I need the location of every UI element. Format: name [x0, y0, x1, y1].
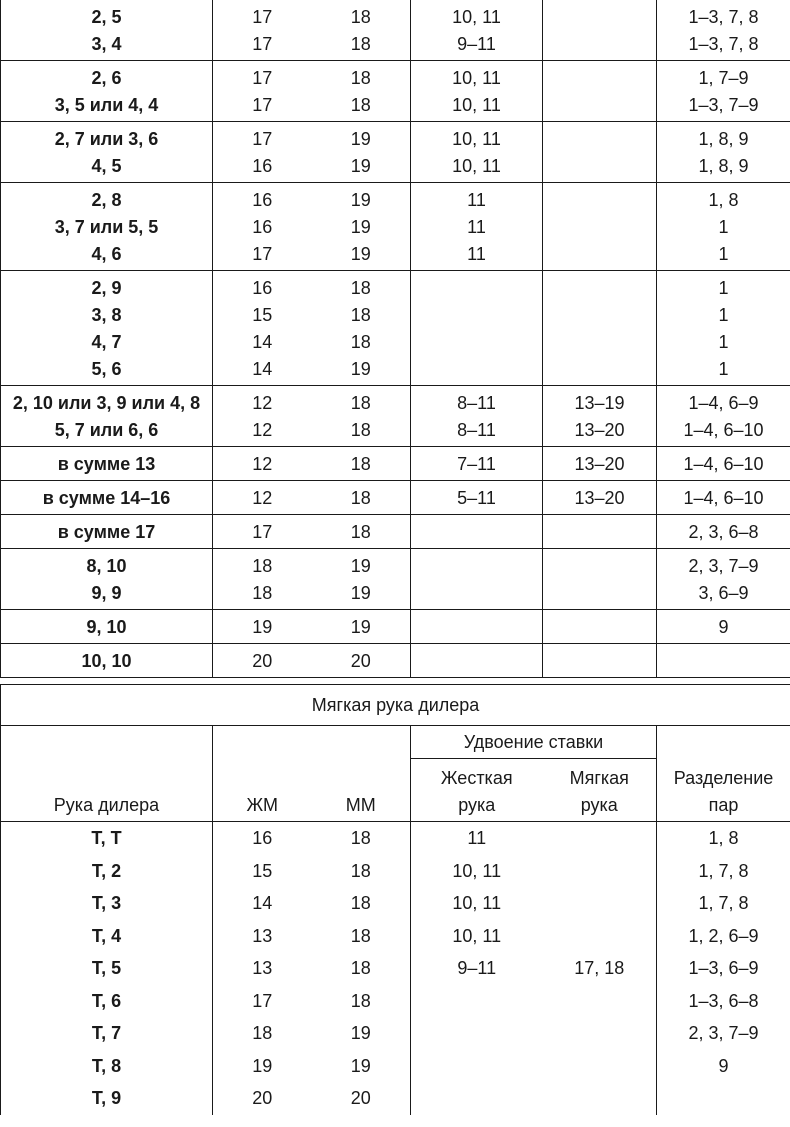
double-soft — [543, 822, 657, 855]
split-pairs: 1, 2, 6–9 — [657, 920, 790, 953]
player-hand: 2, 8 — [91, 190, 122, 210]
split-pairs: 1, 7–9 — [698, 68, 749, 88]
soft-total: 18 — [350, 278, 371, 298]
hard-total: 16 — [213, 822, 312, 855]
col-split-line1: Разделение — [673, 768, 774, 788]
soft-total: 18 — [350, 332, 371, 352]
split-pairs: 1 — [718, 332, 729, 352]
double-soft — [543, 985, 657, 1018]
player-hand: Т, 6 — [1, 985, 213, 1018]
table-row — [1, 822, 790, 855]
soft-total: 19 — [312, 1050, 411, 1083]
split-pairs: 1, 8 — [708, 190, 739, 210]
player-hand: Т, 4 — [1, 920, 213, 953]
soft-total-cell — [312, 183, 411, 271]
player-hand: в сумме 17 — [57, 522, 156, 542]
soft-total-cell — [312, 644, 411, 678]
double-hard — [411, 1017, 543, 1050]
hard-total-cell — [213, 183, 312, 271]
soft-total: 18 — [350, 420, 371, 440]
split-pairs-cell — [657, 549, 790, 610]
split-pairs: 1–3, 6–8 — [657, 985, 790, 1018]
double-hard: 11 — [467, 217, 486, 237]
double-soft — [543, 648, 656, 675]
double-hard — [411, 329, 542, 356]
player-hand: в сумме 14–16 — [42, 488, 171, 508]
col-dealer-hand: Рука дилера — [1, 726, 213, 822]
double-hard: 10, 11 — [452, 156, 501, 176]
double-soft — [543, 553, 656, 580]
double-soft — [543, 614, 656, 641]
split-pairs-cell — [657, 61, 790, 122]
player-hand-cell — [1, 386, 213, 447]
double-hard-cell — [411, 271, 543, 386]
split-pairs: 1 — [718, 359, 729, 379]
double-hard: 10, 11 — [411, 920, 543, 953]
double-hard: 8–11 — [457, 420, 496, 440]
player-hand: 4, 5 — [91, 156, 122, 176]
soft-total-cell — [312, 447, 411, 481]
soft-total: 19 — [350, 244, 371, 264]
double-hard: 5–11 — [457, 488, 496, 508]
double-hard: 10, 11 — [452, 129, 501, 149]
player-hand: Т, Т — [1, 822, 213, 855]
split-pairs: 1–4, 6–9 — [688, 393, 759, 413]
double-hard: 10, 11 — [411, 855, 543, 888]
soft-total: 18 — [350, 68, 371, 88]
double-soft — [543, 920, 657, 953]
hard-total-cell — [213, 386, 312, 447]
split-pairs: 1, 8, 9 — [698, 156, 749, 176]
double-hard-cell — [411, 644, 543, 678]
soft-total: 18 — [350, 305, 371, 325]
table-row — [1, 386, 790, 447]
double-soft — [543, 302, 656, 329]
table-row — [1, 952, 790, 985]
soft-total: 18 — [312, 952, 411, 985]
col-split-line2: пар — [708, 795, 739, 815]
player-hand-cell — [1, 271, 213, 386]
double-soft — [543, 275, 656, 302]
soft-total: 19 — [350, 129, 371, 149]
table-row — [1, 271, 790, 386]
player-hand: 5, 7 или 6, 6 — [54, 420, 159, 440]
soft-table-header-row — [1, 726, 790, 759]
player-hand: 9, 10 — [86, 617, 127, 637]
hard-total-cell — [213, 447, 312, 481]
double-hard: 10, 11 — [452, 7, 501, 27]
double-hard-cell — [411, 386, 543, 447]
double-soft-cell — [543, 183, 657, 271]
double-hard-cell — [411, 183, 543, 271]
hard-total-cell — [213, 515, 312, 549]
double-soft — [543, 887, 657, 920]
table-row — [1, 610, 790, 644]
double-hard — [411, 1050, 543, 1083]
hard-total: 12 — [252, 420, 273, 440]
soft-total-cell — [312, 0, 411, 61]
soft-total-cell — [312, 515, 411, 549]
split-pairs-cell — [657, 183, 790, 271]
col-double: Удвоение ставки — [411, 726, 657, 759]
hard-total: 14 — [252, 359, 273, 379]
double-hard: 10, 11 — [452, 68, 501, 88]
split-pairs: 9 — [657, 1050, 790, 1083]
double-hard — [411, 614, 542, 641]
player-hand: 2, 5 — [91, 7, 122, 27]
player-hand: 10, 10 — [81, 651, 132, 671]
double-hard-cell — [411, 610, 543, 644]
double-soft — [543, 4, 656, 31]
split-pairs-cell — [657, 0, 790, 61]
soft-total: 19 — [350, 217, 371, 237]
hard-total-cell — [213, 122, 312, 183]
double-hard-cell — [411, 61, 543, 122]
split-pairs: 2, 3, 7–9 — [688, 556, 759, 576]
hard-total-cell — [213, 61, 312, 122]
split-pairs: 1–3, 7, 8 — [688, 34, 759, 54]
hard-total: 16 — [252, 278, 273, 298]
hard-total: 14 — [252, 332, 273, 352]
hard-total-cell — [213, 549, 312, 610]
soft-total: 18 — [350, 34, 371, 54]
split-pairs — [657, 1082, 790, 1115]
split-pairs: 1, 7, 8 — [657, 887, 790, 920]
hard-total: 12 — [252, 488, 273, 508]
double-soft-cell — [543, 447, 657, 481]
player-hand: 3, 4 — [91, 34, 122, 54]
hard-total: 17 — [252, 95, 273, 115]
hard-total-cell — [213, 271, 312, 386]
table-row — [1, 1017, 790, 1050]
player-hand: 2, 10 или 3, 9 или 4, 8 — [12, 393, 201, 413]
player-hand-cell — [1, 481, 213, 515]
double-soft — [543, 329, 656, 356]
table-row — [1, 887, 790, 920]
hard-total-cell — [213, 0, 312, 61]
col-soft-line2: рука — [580, 795, 618, 815]
hard-total: 13 — [213, 920, 312, 953]
split-pairs: 1–3, 7–9 — [688, 95, 759, 115]
player-hand-cell — [1, 447, 213, 481]
split-pairs-cell — [657, 481, 790, 515]
double-soft — [543, 241, 656, 268]
player-hand-cell — [1, 644, 213, 678]
hard-total: 17 — [213, 985, 312, 1018]
double-hard: 9–11 — [411, 952, 543, 985]
soft-table-title-row — [1, 685, 790, 726]
double-hard: 9–11 — [457, 34, 496, 54]
hard-total: 17 — [252, 129, 273, 149]
soft-total: 20 — [350, 651, 371, 671]
soft-total-cell — [312, 549, 411, 610]
hard-total: 17 — [252, 7, 273, 27]
double-soft: 13–20 — [574, 420, 625, 440]
split-pairs: 1, 8, 9 — [698, 129, 749, 149]
hard-total: 17 — [252, 522, 273, 542]
double-hard-cell — [411, 0, 543, 61]
hard-total-cell — [213, 481, 312, 515]
double-soft-cell — [543, 644, 657, 678]
table-row — [1, 920, 790, 953]
double-soft — [543, 65, 656, 92]
player-hand: 2, 6 — [91, 68, 122, 88]
double-soft-cell — [543, 481, 657, 515]
player-hand: 8, 10 — [86, 556, 127, 576]
double-hard: 7–11 — [457, 454, 496, 474]
hard-total: 14 — [213, 887, 312, 920]
soft-total: 19 — [350, 583, 371, 603]
col-soft-hand — [543, 759, 657, 822]
col-split — [657, 726, 790, 822]
soft-total-cell — [312, 61, 411, 122]
double-hard — [411, 356, 542, 383]
player-hand: 4, 6 — [91, 244, 122, 264]
hard-total: 15 — [252, 305, 273, 325]
double-soft-cell — [543, 610, 657, 644]
double-hard — [411, 553, 542, 580]
col-soft-line1: Мягкая — [569, 768, 629, 788]
table-row — [1, 61, 790, 122]
split-pairs: 1–3, 6–9 — [657, 952, 790, 985]
hard-total: 12 — [252, 454, 273, 474]
hard-hand-table-body — [1, 0, 790, 678]
double-soft-cell — [543, 515, 657, 549]
split-pairs-cell — [657, 386, 790, 447]
double-hard-cell — [411, 549, 543, 610]
player-hand-cell — [1, 0, 213, 61]
double-soft-cell — [543, 549, 657, 610]
split-pairs: 1 — [718, 244, 729, 264]
split-pairs: 2, 3, 6–8 — [688, 522, 759, 542]
split-pairs: 1, 8 — [657, 822, 790, 855]
soft-total-cell — [312, 610, 411, 644]
double-hard: 10, 11 — [411, 887, 543, 920]
soft-total: 18 — [350, 7, 371, 27]
table-row — [1, 549, 790, 610]
double-soft — [543, 153, 656, 180]
split-pairs: 1 — [718, 278, 729, 298]
hard-total-cell — [213, 644, 312, 678]
col-hard-hand — [411, 759, 543, 822]
soft-total-cell — [312, 122, 411, 183]
player-hand: Т, 5 — [1, 952, 213, 985]
double-soft: 13–20 — [574, 454, 625, 474]
table-row — [1, 183, 790, 271]
player-hand-cell — [1, 183, 213, 271]
table-row — [1, 644, 790, 678]
double-soft — [543, 1082, 657, 1115]
double-hard — [411, 519, 542, 546]
soft-total: 18 — [350, 95, 371, 115]
split-pairs-cell — [657, 271, 790, 386]
double-soft — [543, 855, 657, 888]
soft-total-cell — [312, 271, 411, 386]
player-hand: Т, 9 — [1, 1082, 213, 1115]
col-mm: ММ — [312, 726, 411, 822]
hard-total: 19 — [252, 617, 273, 637]
double-soft-cell — [543, 122, 657, 183]
player-hand: 2, 9 — [91, 278, 122, 298]
soft-hand-table-body — [1, 685, 790, 1115]
soft-total: 19 — [350, 359, 371, 379]
soft-total: 18 — [350, 454, 371, 474]
split-pairs: 1, 7, 8 — [657, 855, 790, 888]
hard-total: 15 — [213, 855, 312, 888]
table-row — [1, 0, 790, 61]
table-row — [1, 985, 790, 1018]
double-hard-cell — [411, 447, 543, 481]
double-soft — [543, 1017, 657, 1050]
double-soft — [543, 519, 656, 546]
double-soft — [543, 187, 656, 214]
hard-total: 16 — [252, 217, 273, 237]
split-pairs: 1–4, 6–10 — [683, 454, 764, 474]
double-soft — [543, 92, 656, 119]
hard-total: 18 — [213, 1017, 312, 1050]
double-hard — [411, 648, 542, 675]
soft-total: 19 — [350, 556, 371, 576]
player-hand: 3, 8 — [91, 305, 122, 325]
hard-total: 13 — [213, 952, 312, 985]
split-pairs-cell — [657, 447, 790, 481]
double-soft-cell — [543, 271, 657, 386]
split-pairs: 1–3, 7, 8 — [688, 7, 759, 27]
player-hand: Т, 8 — [1, 1050, 213, 1083]
double-soft: 13–19 — [574, 393, 625, 413]
col-hard-line1: Жесткая — [440, 768, 513, 788]
double-hard: 8–11 — [457, 393, 496, 413]
table-row — [1, 1050, 790, 1083]
col-hm: ЖМ — [213, 726, 312, 822]
player-hand: Т, 2 — [1, 855, 213, 888]
soft-total: 18 — [312, 855, 411, 888]
soft-total: 19 — [312, 1017, 411, 1050]
hard-total: 17 — [252, 34, 273, 54]
table-row — [1, 122, 790, 183]
hard-total: 19 — [213, 1050, 312, 1083]
soft-total: 18 — [350, 393, 371, 413]
double-soft-cell — [543, 61, 657, 122]
double-hard-cell — [411, 515, 543, 549]
double-hard: 11 — [411, 822, 543, 855]
table-row — [1, 855, 790, 888]
double-soft — [543, 31, 656, 58]
hard-total-cell — [213, 610, 312, 644]
split-pairs: 3, 6–9 — [698, 583, 749, 603]
double-soft-cell — [543, 0, 657, 61]
double-hard: 11 — [467, 244, 486, 264]
player-hand-cell — [1, 549, 213, 610]
double-hard: 10, 11 — [452, 95, 501, 115]
split-pairs-cell — [657, 644, 790, 678]
table-row — [1, 481, 790, 515]
split-pairs-cell — [657, 515, 790, 549]
double-hard — [411, 275, 542, 302]
player-hand-cell — [1, 122, 213, 183]
split-pairs: 1 — [718, 217, 729, 237]
table-row — [1, 1082, 790, 1115]
soft-total: 18 — [312, 822, 411, 855]
double-hard: 11 — [467, 190, 486, 210]
hard-total: 16 — [252, 156, 273, 176]
double-soft — [543, 356, 656, 383]
hard-total: 18 — [252, 556, 273, 576]
split-pairs: 9 — [718, 617, 729, 637]
soft-total-cell — [312, 386, 411, 447]
double-soft: 17, 18 — [543, 952, 657, 985]
hard-total: 17 — [252, 68, 273, 88]
double-hard — [411, 985, 543, 1018]
player-hand: 2, 7 или 3, 6 — [54, 129, 159, 149]
soft-total: 19 — [350, 156, 371, 176]
player-hand: 9, 9 — [91, 583, 122, 603]
soft-total: 20 — [312, 1082, 411, 1115]
player-hand: в сумме 13 — [57, 454, 156, 474]
table-row — [1, 515, 790, 549]
table-row — [1, 447, 790, 481]
player-hand: Т, 7 — [1, 1017, 213, 1050]
split-pairs-cell — [657, 610, 790, 644]
hard-total: 12 — [252, 393, 273, 413]
split-pairs-cell — [657, 122, 790, 183]
hard-total: 20 — [252, 651, 273, 671]
player-hand: 3, 5 или 4, 4 — [54, 95, 159, 115]
double-soft: 13–20 — [574, 488, 625, 508]
split-pairs: 1–4, 6–10 — [683, 420, 764, 440]
soft-table-title: Мягкая рука дилера — [1, 685, 790, 726]
double-soft — [543, 1050, 657, 1083]
double-soft — [543, 126, 656, 153]
double-hard — [411, 580, 542, 607]
soft-total: 18 — [312, 985, 411, 1018]
hard-total: 18 — [252, 583, 273, 603]
player-hand: Т, 3 — [1, 887, 213, 920]
player-hand-cell — [1, 610, 213, 644]
hard-total: 20 — [213, 1082, 312, 1115]
soft-hand-table — [0, 684, 790, 1115]
double-hard-cell — [411, 122, 543, 183]
soft-total: 18 — [312, 920, 411, 953]
soft-total: 19 — [350, 617, 371, 637]
soft-total: 18 — [350, 522, 371, 542]
player-hand: 4, 7 — [91, 332, 122, 352]
hard-total: 17 — [252, 244, 273, 264]
split-pairs: 2, 3, 7–9 — [657, 1017, 790, 1050]
soft-total-cell — [312, 481, 411, 515]
double-soft — [543, 580, 656, 607]
double-hard — [411, 1082, 543, 1115]
double-soft — [543, 214, 656, 241]
split-pairs — [657, 648, 790, 675]
player-hand: 3, 7 или 5, 5 — [54, 217, 159, 237]
double-hard-cell — [411, 481, 543, 515]
split-pairs: 1–4, 6–10 — [683, 488, 764, 508]
col-hard-line2: рука — [458, 795, 496, 815]
soft-total: 18 — [350, 488, 371, 508]
hard-total: 16 — [252, 190, 273, 210]
double-soft-cell — [543, 386, 657, 447]
double-hard — [411, 302, 542, 329]
player-hand-cell — [1, 61, 213, 122]
split-pairs: 1 — [718, 305, 729, 325]
soft-total: 19 — [350, 190, 371, 210]
player-hand: 5, 6 — [91, 359, 122, 379]
soft-total: 18 — [312, 887, 411, 920]
player-hand-cell — [1, 515, 213, 549]
